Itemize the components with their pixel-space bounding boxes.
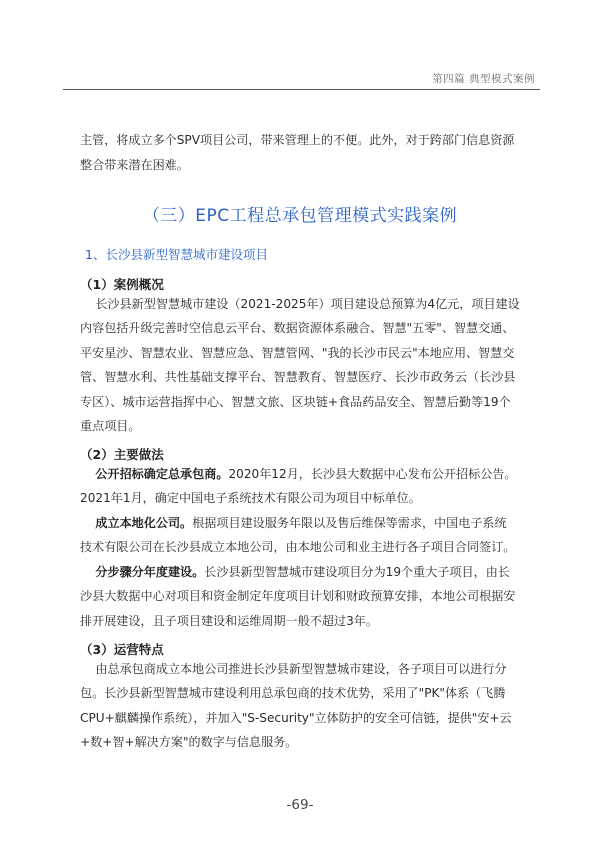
intro-line-2: 整合带来潜在困难。 — [80, 158, 189, 172]
practice-2-line-1 — [80, 511, 520, 535]
practice-1-text: 2020年12月，长沙县大数据中心发布公开招标公告。 — [228, 467, 517, 481]
practice-2-line-2: 技术有限公司在长沙县成立本地公司，由本地公司和业主进行各子项目合同签订。 — [80, 540, 516, 554]
practice-3-title: 分步骤分年度建设。 — [95, 565, 205, 579]
practice-2-text: 根据项目建设服务年限以及售后维保等需求，中国电子系统 — [192, 516, 507, 530]
features-line-1: 由总承包商成立本地公司推进长沙县新型智慧城市建设，各子项目可以进行分 — [80, 662, 507, 676]
features-heading: （3）运营特点 — [80, 642, 164, 657]
practice-2-title: 成立本地化公司。 — [95, 516, 193, 530]
section-title: （三）EPC工程总承包管理模式实践案例 — [142, 206, 458, 226]
practice-3-line-2: 沙县大数据中心对项目和资金制定年度项目计划和财政预算安排，本地公司根据安 — [80, 589, 516, 603]
practices-heading: （2）主要做法 — [80, 447, 164, 462]
overview-heading: （1）案例概况 — [80, 277, 164, 292]
overview-line-5: 专区）、城市运营指挥中心、智慧文旅、区块链+食品药品安全、智慧后勤等19个 — [80, 395, 511, 409]
features-line-3: CPU+麒麟操作系统），并加入"S-Security"立体防护的安全可信链，提供"安+云 — [80, 711, 512, 725]
practice-3-line-1 — [80, 560, 520, 584]
running-header: 第四篇 典型模式案例 — [432, 73, 535, 85]
features-line-4: +数+智+解决方案"的数字与信息服务。 — [80, 735, 298, 749]
practice-1-line-2: 2021年1月，确定中国电子系统技术有限公司为项目中标单位。 — [80, 491, 421, 505]
page-number: -69- — [286, 797, 314, 813]
practice-1-title: 公开招标确定总承包商。 — [95, 467, 229, 481]
practice-3-line-3: 排开展建设，且子项目建设和运维周期一般不超过3年。 — [80, 614, 378, 628]
overview-line-3: 平安星沙、智慧农业、智慧应急、智慧管网、"我的长沙市民云"本地应用、智慧交 — [80, 346, 515, 360]
practice-3-text: 长沙县新型智慧城市建设项目分为19个重大子项目，由长 — [204, 565, 510, 579]
overview-line-2: 内容包括升级完善时空信息云平台、数据资源体系融合、智慧"五零"、智慧交通、 — [80, 321, 515, 335]
intro-line-1: 主管，将成立多个SPV项目公司，带来管理上的不便。此外，对于跨部门信息资源 — [80, 133, 515, 147]
practice-1-line-1 — [80, 462, 520, 486]
overview-line-6: 重点项目。 — [80, 419, 141, 433]
overview-line-4: 管、智慧水利、共性基础支撑平台、智慧教育、智慧医疗、长沙市政务云（长沙县 — [80, 370, 516, 384]
case-heading: 1、长沙县新型智慧城市建设项目 — [85, 247, 268, 262]
header-rule — [63, 89, 540, 90]
overview-line-1: 长沙县新型智慧城市建设（2021-2025年）项目建设总预算为4亿元，项目建设 — [80, 297, 520, 311]
features-line-2: 包。长沙县新型智慧城市建设利用总承包商的技术优势，采用了"PK"体系（飞腾 — [80, 686, 506, 700]
